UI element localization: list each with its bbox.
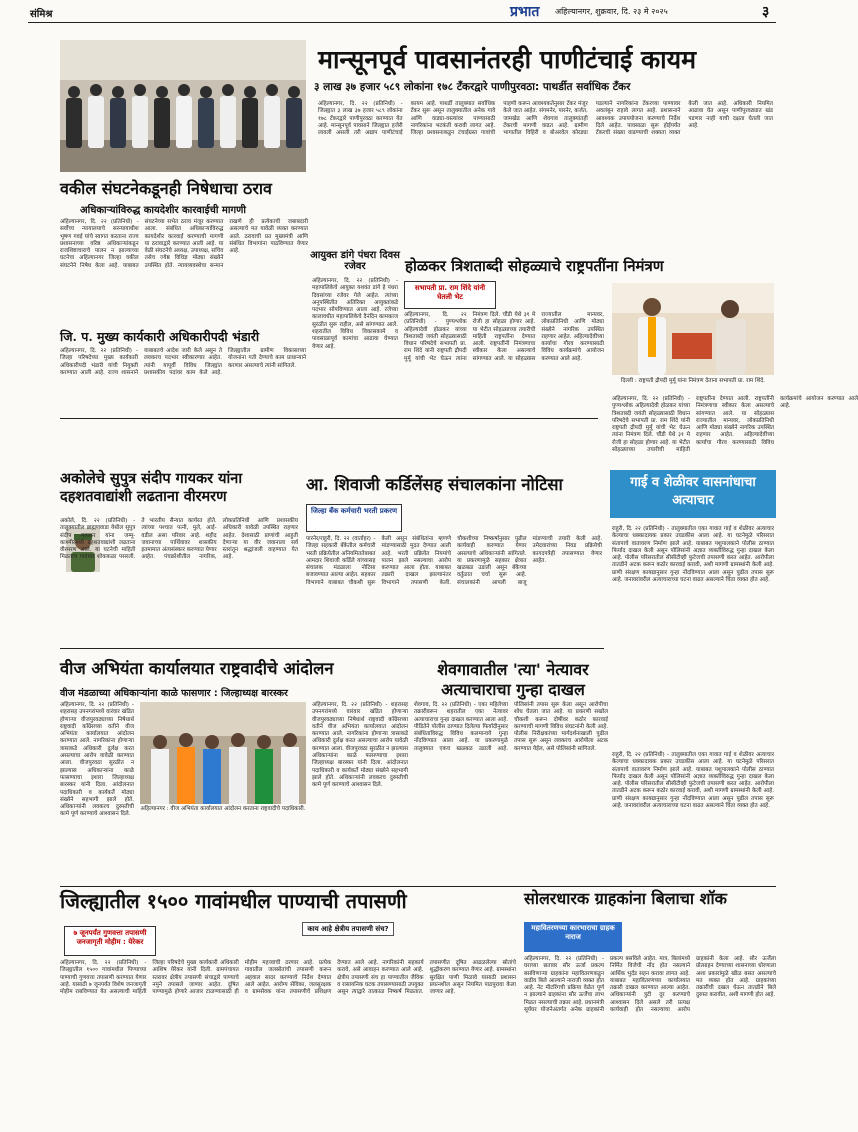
solar-box-title: महावितरणच्या कारभाराचा ग्राहक नाराज xyxy=(524,922,622,952)
holkar-caption: दिल्ली : राष्ट्रपती द्रौपदी मुर्मू यांना निमंत्रण देताना सभापती प्रा. राम शिंदे. xyxy=(620,378,766,384)
holkar-body-2: अहिल्यानगर, दि. २२ (प्रतिनिधी) - पुण्यश्लोक अहिल्यादेवी होळकर यांच्या त्रिशताब्दी जयंती सोहळ्यासाठी विधान परिषदेचे सभापती प्रा. राम शिंदे यांनी राष्ट्रपती द्रौपदी मुर्मू यांची भेट घेऊन त्यांना निमंत्रण दिले. चौंडी येथे ३१ मे रोजी हा सोहळा होणार आहे. या भेटीत सोहळ्याच्या तयारीची माहिती राष्ट्रपतींना देण्यात आली. राष्ट्रपतींनी निमंत्रणाचा स्वीकार केला असल्याचे सांगण्यात आले. या सोहळ्यास राज्यातील मान्यवर, लोकप्रतिनिधी आणि मोठ्या संख्येने नागरिक उपस्थित राहणार आहेत. अहिल्यादेवींच्या कार्याचा गौरव करण्यासाठी विविध कार्यक्रमांचे आयोजन करण्यात आले आहे. xyxy=(612,396,858,454)
shevgaon-body: शेवगाव, दि. २२ (प्रतिनिधी) - एका महिलेच्या तक्रारीवरून शहरातील एका नेत्यावर अत्याचाराचा गुन्हा दाखल करण्यात आला आहे. पीडितेने पोलीस ठाण्यात दिलेल्या फिर्यादीनुसार संबंधिताविरुद्ध विविध कलमान्वये गुन्हा नोंदविण्यात आला आहे. या प्रकरणामुळे तालुक्यात एकच खळबळ उडाली आहे. पोलिसांनी तपास सुरू केला असून आरोपीचा शोध घेतला जात आहे. या प्रकरणी सखोल चौकशी करून दोषींवर कठोर कारवाई करण्याची मागणी विविध संघटनांनी केली आहे. पोलीस निरीक्षकांच्या मार्गदर्शनाखाली पुढील तपास सुरू असून लवकरच आरोपीला अटक करण्यात येईल, असे पोलिसांनी सांगितले. xyxy=(414,702,608,752)
commissioner-headline: आयुक्त डांगे पंधरा दिवस रजेवर xyxy=(310,250,400,272)
shevgaon-headline: शेवगावातील 'त्या' नेत्यावर अत्याचाराचा गुन्हा दाखल xyxy=(437,660,589,699)
solar-headline: सोलरधारक ग्राहकांना बिलाचा शॉक xyxy=(524,889,727,908)
commissioner-body: अहिल्यानगर, दि. २२ (प्रतिनिधी) - महापालिकेचे आयुक्त यशवंत डांगे हे पंधरा दिवसांच्या रजेवर गेले आहेत. त्यांच्या अनुपस्थितीत अतिरिक्त आयुक्तांकडे पदभार सोपविण्यात आला आहे. रजेच्या कालावधीत महापालिकेचे दैनंदिन कामकाज सुरळीत सुरू राहील, असे सांगण्यात आले. शहरातील विविध विकासकामे व पावसाळापूर्व कामांचा आढावा घेण्यात येणार आहे. xyxy=(312,278,398,350)
newspaper-logo: प्रभात xyxy=(510,4,540,20)
zp-rule xyxy=(60,418,598,419)
shivaji-body: पारनेर/राहुरी, दि. २२ (वार्ताहर) - जिल्हा सहकारी बँकेतील कर्मचारी भरती प्रक्रियेतील अनियमिततेबाबत आमदार शिवाजी कर्डिले यांच्यासह संचालक मंडळाला नोटिसा बजावण्यात आल्या आहेत. सहकार विभागाने याबाबत चौकशी सुरू केली असून संबंधितांना म्हणणे मांडण्यासाठी मुदत देण्यात आली आहे. भरती प्रक्रियेत नियमांचे पालन झाले नसल्याचा आरोप करण्यात आला होता. याबाबत तक्रारी दाखल झाल्यानंतर विभागाने तपासणी केली. चौकशीच्या निष्कर्षानुसार पुढील कार्यवाही करण्यात येणार असल्याचे अधिकाऱ्यांनी सांगितले. या प्रकरणामुळे सहकार क्षेत्रात खळबळ उडाली असून बँकेच्या वर्तुळात चर्चा सुरू आहे. संचालकांनी आपली बाजू मांडण्याची तयारी केली आहे. उमेदवारांच्या निवड प्रक्रियेची कागदपत्रेही तपासण्यात येणार आहेत. xyxy=(306,536,602,586)
group-photo xyxy=(60,40,306,172)
solar-body: अहिल्यानगर, दि. २२ (प्रतिनिधी) - घराच्या छतावर सौर ऊर्जा प्रकल्प बसविणाऱ्या ग्राहकांना महावितरणकडून वाढीव बिले आल्याने नाराजी व्यक्त होत आहे. नेट मीटरिंगची प्रक्रिया वेळेत पूर्ण न झाल्याने ग्राहकांना सौर ऊर्जेचा लाभ मिळत नसल्याची तक्रार आहे. प्रधानमंत्री सूर्यघर योजनेअंतर्गत अनेक ग्राहकांनी प्रकल्प बसविले आहेत. मात्र, बिलांमध्ये निर्मित विजेची नोंद होत नसल्याने आर्थिक भुर्दंड सहन करावा लागत आहे. याबाबत महावितरणच्या कार्यालयात तक्रारी दाखल करण्यात आल्या आहेत. अधिकाऱ्यांनी त्रुटी दूर करण्याचे आश्वासन दिले असले तरी प्रत्यक्ष कार्यवाही होत नसल्याचा आरोप ग्राहकांनी केला आहे. सौर ऊर्जेला प्रोत्साहन देण्याच्या शासनाच्या धोरणाला अशा प्रकारांमुळे खीळ बसत असल्याचे मत व्यक्त होत आहे. ग्राहकांच्या तक्रारींची दखल घेऊन तातडीने बिले दुरुस्त करावीत, अशी मागणी होत आहे. xyxy=(524,956,776,1014)
cow-body-2: राहुरी, दि. २२ (प्रतिनिधी) - तालुक्यातील एका गावात गाई व शेळीवर अत्याचार केल्याचा धक्कादायक प्रकार उघडकीस आला आहे. या घटनेमुळे परिसरात संतापाचे वातावरण निर्माण झाले आहे. याबाबत पशुपालकाने पोलीस ठाण्यात फिर्याद दाखल केली असून पोलिसांनी अज्ञात व्यक्तीविरुद्ध गुन्हा दाखल केला आहे. पोलीस परिसरातील सीसीटीव्ही फुटेजची तपासणी करत आहेत. आरोपीला तातडीने अटक करून कठोर कारवाई करावी, अशी मागणी ग्रामस्थांनी केली आहे. प्राणी संरक्षण कायद्यानुसार गुन्हा नोंदविण्यात आला असून पुढील तपास सुरू आहे. जनावरांवरील अत्याचाराच्या घटना वाढत असल्याने चिंता व्यक्त होत आहे. xyxy=(612,752,774,810)
water-headline: जिल्ह्यातील १५०० गावांमधील पाण्याची तपासणी xyxy=(60,889,407,913)
lawyers-subhead: अधिकाऱ्यांविरुद्ध कायदेशीर कारवाईची मागणी xyxy=(80,205,246,216)
top-subhead: ३ लाख ३७ हजार ५८९ लोकांना १७८ टँकरद्वारे पाणीपुरवठा: पाथर्डीत सर्वाधिक टँकर xyxy=(314,81,631,93)
holkar-box-title: सभापती प्रा. राम शिंदे यांनी घेतली भेट xyxy=(404,281,496,309)
water-box2-title: काय आहे क्षेत्रीय तपासणी संच? xyxy=(302,922,394,936)
zp-headline: जि. प. मुख्य कार्यकारी अधिकारीपदी भंडारी xyxy=(60,329,260,344)
shivaji-box-title: जिल्हा बँक कर्मचारी भरती प्रकरण xyxy=(306,504,402,532)
electric-caption: अहिल्यानगर : वीज अभियंता कार्यालयात आंदोलन करताना राष्ट्रवादीचे पदाधिकारी. xyxy=(140,806,306,812)
holkar-headline: होळकर त्रिशताब्दी सोहळ्याचे राष्ट्रपतींना निमंत्रण xyxy=(405,257,664,275)
water-box-title: ७ जूनपर्यंत गुणवत्ता तपासणी जनजागृती मोहीम : येरेकर xyxy=(64,926,156,956)
bottom-rule xyxy=(60,886,776,887)
cow-rule xyxy=(60,648,604,649)
edition-line: अहिल्यानगर, शुक्रवार, दि. २३ मे २०२५ xyxy=(555,7,668,16)
top-headline: मान्सूनपूर्व पावसानंतरही पाणीटंचाई कायम xyxy=(318,45,697,74)
cow-body: राहुरी, दि. २२ (प्रतिनिधी) - तालुक्यातील एका गावात गाई व शेळीवर अत्याचार केल्याचा धक्कादायक प्रकार उघडकीस आला आहे. या घटनेमुळे परिसरात संतापाचे वातावरण निर्माण झाले आहे. याबाबत पशुपालकाने पोलीस ठाण्यात फिर्याद दाखल केली असून पोलिसांनी अज्ञात व्यक्तीविरुद्ध गुन्हा दाखल केला आहे. पोलीस परिसरातील सीसीटीव्ही फुटेजची तपासणी करत आहेत. आरोपीला तातडीने अटक करून कठोर कारवाई करावी, अशी मागणी ग्रामस्थांनी केली आहे. प्राणी संरक्षण कायद्यानुसार गुन्हा नोंदविण्यात आला असून पुढील तपास सुरू आहे. जनावरांवरील अत्याचाराच्या घटना वाढत असल्याने चिंता व्यक्त होत आहे. xyxy=(612,526,774,584)
president-photo xyxy=(612,283,774,375)
zp-body: अहिल्यानगर, दि. २२ (प्रतिनिधी) - जिल्हा परिषदेच्या मुख्य कार्यकारी अधिकारीपदी भंडारी यांची नियुक्ती करण्यात आली आहे. राज्य शासनाने याबाबतचे आदेश जारी केले असून ते लवकरच पदभार स्वीकारणार आहेत. त्यांनी यापूर्वी विविध जिल्ह्यांत प्रशासकीय पदांवर काम केले आहे. जिल्ह्यातील ग्रामीण विकासाच्या योजनांना गती देण्याचे काम प्राधान्याने करणार असल्याचे त्यांनी सांगितले. xyxy=(60,348,306,376)
akole-headline: अकोलेचे सुपुत्र संदीप गायकर यांना दहशतवाद्यांशी लढताना वीरमरण xyxy=(60,470,243,505)
electric-subhead: वीज मंडळाच्या अधिकाऱ्यांना काळे फासणार : जिल्हाध्यक्ष बारस्कर xyxy=(60,688,288,699)
top-story-body: अहिल्यानगर, दि. २२ (प्रतिनिधी) - जिल्ह्यात ३ लाख ३७ हजार ५८९ लोकांना १७८ टँकरद्वारे पाणीपुरवठा करण्यात येत आहे. मान्सूनपूर्व पावसाने जिल्ह्यात हजेरी लावली असली तरी अद्याप पाणीटंचाई कायम आहे. पाथर्डी तालुक्यात सर्वाधिक टँकर सुरू असून तालुक्यातील अनेक गावे आणि वाड्या-वस्त्यांवर पाण्यासाठी नागरिकांना भटकंती करावी लागत आहे. जिल्हा प्रशासनाकडून टंचाईग्रस्त गावांची पाहणी करून आवश्यकतेनुसार टँकर मंजूर केले जात आहेत. संगमनेर, पारनेर, कर्जत, जामखेड आणि शेवगाव तालुक्यांतही टँकरची मागणी वाढत आहे. ग्रामीण भागातील विहिरी व बोअरवेल कोरड्या पडल्याने नागरिकांना टँकरच्या पाण्यावर अवलंबून राहावे लागत आहे. प्रशासनाने आवश्यक उपाययोजना करण्याचे निर्देश दिले आहेत. पावसाळा सुरू होईपर्यंत टँकरची संख्या वाढण्याची शक्यता व्यक्त केली जात आहे. अधिकारी नियमित आढावा घेत असून पाणीपुरवठ्यात खंड पडणार नाही याची दक्षता घेतली जात आहे. xyxy=(318,101,773,137)
lawyers-headline: वकील संघटनेकडूनही निषेधाचा ठराव xyxy=(60,179,272,198)
shivaji-headline: आ. शिवाजी कर्डिलेंसह संचालकांना नोटिसा xyxy=(306,475,563,494)
protest-photo xyxy=(140,702,306,804)
water-body: अहिल्यानगर, दि. २२ (प्रतिनिधी) - जिल्ह्यातील १५०० गावांमधील पिण्याच्या पाण्याची गुणवत्ता तपासणी करण्यात येणार आहे. यासाठी ७ जूनपर्यंत विशेष जनजागृती मोहीम राबविण्यात येत असल्याची माहिती जिल्हा परिषदेचे मुख्य कार्यकारी अधिकारी आशिष येरेकर यांनी दिली. ग्रामपंचायत स्तरावर क्षेत्रीय तपासणी संचाद्वारे पाण्याचे नमुने तपासले जाणार आहेत. दूषित पाण्यामुळे होणारे आजार टाळण्यासाठी ही मोहीम महत्त्वाची ठरणार आहे. प्रत्येक गावातील जलस्रोतांची तपासणी करून अहवाल सादर करण्याचे निर्देश देण्यात आले आहेत. आरोग्य सेविका, जलसुरक्षक व ग्रामसेवक यांना तपासणीचे प्रशिक्षण देण्यात आले आहे. नागरिकांनी सहकार्य करावे, असे आवाहन करण्यात आले आहे. क्षेत्रीय तपासणी संच हा पाण्यातील जैविक व रासायनिक घटक तपासण्यासाठी उपयुक्त असून त्याद्वारे तात्काळ निष्कर्ष मिळतात. तपासणीत दूषित आढळलेल्या स्रोतांचे शुद्धीकरण करण्यात येणार आहे. ग्रामस्थांना सुरक्षित पाणी मिळावे यासाठी प्रशासन प्रयत्नशील असून नियमित पाठपुरावा केला जाणार आहे. xyxy=(60,960,516,996)
masthead-rule xyxy=(28,22,776,23)
electric-body-2: अहिल्यानगर, दि. २२ (प्रतिनिधी) - शहरासह उपनगरांमध्ये वारंवार खंडित होणाऱ्या वीजपुरवठ्याच्या निषेधार्थ राष्ट्रवादी काँग्रेसच्या वतीने वीज अभियंता कार्यालयात आंदोलन करण्यात आले. नागरिकांना होणाऱ्या त्रासाकडे अधिकारी दुर्लक्ष करत असल्याचा आरोप यावेळी करण्यात आला. वीजपुरवठा सुरळीत न झाल्यास अधिकाऱ्यांना काळे फासण्याचा इशारा जिल्हाध्यक्ष बारस्कर यांनी दिला. आंदोलनात पदाधिकारी व कार्यकर्ते मोठ्या संख्येने सहभागी झाले होते. अधिकाऱ्यांनी लवकरच दुरुस्तीची कामे पूर्ण करण्याचे आश्वासन दिले. xyxy=(312,702,408,789)
page-number: ३ xyxy=(762,4,770,20)
electric-body: अहिल्यानगर, दि. २२ (प्रतिनिधी) - शहरासह उपनगरांमध्ये वारंवार खंडित होणाऱ्या वीजपुरवठ्याच्या निषेधार्थ राष्ट्रवादी काँग्रेसच्या वतीने वीज अभियंता कार्यालयात आंदोलन करण्यात आले. नागरिकांना होणाऱ्या त्रासाकडे अधिकारी दुर्लक्ष करत असल्याचा आरोप यावेळी करण्यात आला. वीजपुरवठा सुरळीत न झाल्यास अधिकाऱ्यांना काळे फासण्याचा इशारा जिल्हाध्यक्ष बारस्कर यांनी दिला. आंदोलनात पदाधिकारी व कार्यकर्ते मोठ्या संख्येने सहभागी झाले होते. अधिकाऱ्यांनी लवकरच दुरुस्तीची कामे पूर्ण करण्याचे आश्वासन दिले. xyxy=(60,702,134,818)
holkar-body: अहिल्यानगर, दि. २२ (प्रतिनिधी) - पुण्यश्लोक अहिल्यादेवी होळकर यांच्या त्रिशताब्दी जयंती सोहळ्यासाठी विधान परिषदेचे सभापती प्रा. राम शिंदे यांनी राष्ट्रपती द्रौपदी मुर्मू यांची भेट घेऊन त्यांना निमंत्रण दिले. चौंडी येथे ३१ मे रोजी हा सोहळा होणार आहे. या भेटीत सोहळ्याच्या तयारीची माहिती राष्ट्रपतींना देण्यात आली. राष्ट्रपतींनी निमंत्रणाचा स्वीकार केला असल्याचे सांगण्यात आले. या सोहळ्यास राज्यातील मान्यवर, लोकप्रतिनिधी आणि मोठ्या संख्येने नागरिक उपस्थित राहणार आहेत. अहिल्यादेवींच्या कार्याचा गौरव करण्यासाठी विविध कार्यक्रमांचे आयोजन करण्यात आले आहे. xyxy=(404,312,604,362)
lawyers-body: अहिल्यानगर, दि. २२ (प्रतिनिधी) - सर्वोच्च न्यायालयाचे सरन्यायाधीश भूषण गवई यांचे स्वागत करताना राज्य प्रशासनाच्या वरिष्ठ अधिकाऱ्यांकडून राजशिष्टाचाराचे पालन न झाल्याच्या घटनेचा अहिल्यानगर जिल्हा वकील संघटनेने निषेध केला आहे. याबाबत संघटनेच्या सभेत ठराव मंजूर करण्यात आला. संबंधित अधिकाऱ्यांविरुद्ध कायदेशीर कारवाई करण्याची मागणी या ठरावाद्वारे करण्यात आली आहे. या वेळी संघटनेचे अध्यक्ष, उपाध्यक्ष, सचिव तसेच ज्येष्ठ विधिज्ञ मोठ्या संख्येने उपस्थित होते. न्यायव्यवस्थेचा सन्मान राखणे ही प्रत्येकाची जबाबदारी असल्याचे मत यावेळी व्यक्त करण्यात आले. ठरावाची प्रत मुख्यमंत्री आणि संबंधित विभागांना पाठविण्यात येणार आहे. xyxy=(60,219,308,269)
section-name: संमिश्र xyxy=(30,9,53,20)
electric-headline: वीज अभियंता कार्यालयात राष्ट्रवादीचे आंदोलन xyxy=(60,659,334,678)
akole-body: अकोले, दि. २२ (प्रतिनिधी) - तालुक्यातील ब्राह्मणवाडा येथील सुपुत्र संदीप गायकर यांना जम्मू-काश्मीरमध्ये दहशतवाद्यांशी लढताना वीरमरण आले. या घटनेची माहिती मिळताच गावावर शोककळा पसरली. ते भारतीय सैन्यात कार्यरत होते. त्यांच्या पश्चात पत्नी, मुले, आई-वडील असा परिवार आहे. शहीद जवानाच्या पार्थिवावर शासकीय इतमामात अंत्यसंस्कार करण्यात येणार आहेत. पंचक्रोशीतील नागरिक, लोकप्रतिनिधी आणि प्रशासकीय अधिकारी यावेळी उपस्थित राहणार आहेत. देशासाठी प्राणांची आहुती देणाऱ्या या वीर जवानाला सर्व स्तरांतून श्रद्धांजली वाहण्यात येत आहे. xyxy=(60,518,298,561)
cow-headline: गाई व शेळीवर वासनांधाचा अत्याचार xyxy=(610,470,776,518)
